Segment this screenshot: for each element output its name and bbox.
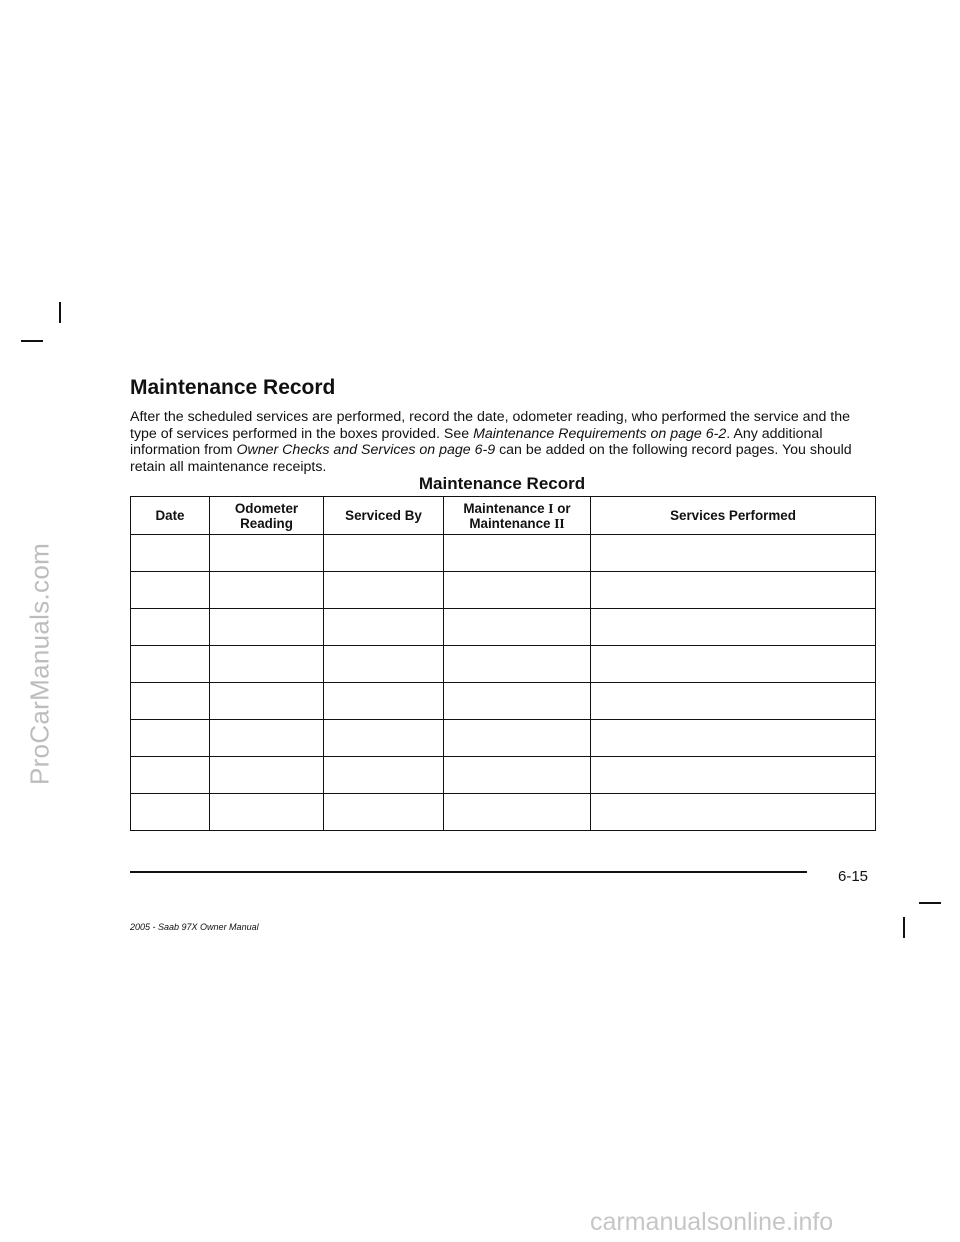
header-maint-roman-one: I [548,500,554,516]
table-row [131,683,876,720]
table-row [131,757,876,794]
maintenance-type-cell[interactable] [444,572,591,609]
date-cell[interactable] [131,646,210,683]
odometer-cell[interactable] [210,794,324,831]
table-row [131,720,876,757]
crop-mark-top-left-horizontal [21,340,43,342]
date-cell[interactable] [131,572,210,609]
bottom-watermark: carmanualsonline.info [590,1208,834,1236]
maintenance-record-table [130,496,876,831]
odometer-cell[interactable] [210,646,324,683]
page-number: 6-15 [838,868,869,885]
services-performed-cell[interactable] [591,572,876,609]
odometer-cell[interactable] [210,720,324,757]
footer-rule [130,871,807,873]
date-cell[interactable] [131,683,210,720]
date-cell[interactable] [131,757,210,794]
header-services-performed: Services Performed [591,497,876,535]
services-performed-cell[interactable] [591,757,876,794]
maintenance-type-cell[interactable] [444,683,591,720]
odometer-cell[interactable] [210,757,324,794]
header-maintenance-type [444,497,591,535]
services-performed-cell[interactable] [591,609,876,646]
intro-text-1: After the scheduled services are performed, record the date, odometer reading, who performed the service and the type of services performed in the boxes provided. See [130,409,851,442]
serviced-by-cell[interactable] [324,535,444,572]
table-row [131,535,876,572]
header-odometer-reading [210,497,324,535]
odometer-cell[interactable] [210,535,324,572]
maintenance-type-cell[interactable] [444,757,591,794]
maintenance-type-cell[interactable] [444,609,591,646]
header-maint-roman-two: II [554,515,565,531]
section-title: Maintenance Record [130,376,336,399]
table-row [131,646,876,683]
crop-mark-bottom-right-vertical [903,917,905,938]
owner-checks-link[interactable]: Owner Checks and Services on page 6-9 [236,442,496,459]
odometer-cell[interactable] [210,683,324,720]
maintenance-requirements-link[interactable]: Maintenance Requirements on page 6-2 [473,425,727,442]
date-cell[interactable] [131,720,210,757]
serviced-by-cell[interactable] [324,720,444,757]
date-cell[interactable] [131,609,210,646]
date-cell[interactable] [131,794,210,831]
header-date: Date [131,497,210,535]
crop-mark-top-left-vertical [59,302,61,323]
serviced-by-cell[interactable] [324,794,444,831]
manual-name: 2005 - Saab 97X Owner Manual [130,922,259,932]
odometer-cell[interactable] [210,572,324,609]
intro-text-2: . Any additional information from [130,425,823,459]
header-maint-line1-suffix: or [553,500,571,516]
serviced-by-cell[interactable] [324,572,444,609]
header-odometer-line1: Odometer [234,500,299,516]
serviced-by-cell[interactable] [324,609,444,646]
table-row [131,609,876,646]
table-row [131,794,876,831]
services-performed-cell[interactable] [591,720,876,757]
odometer-cell[interactable] [210,609,324,646]
crop-mark-bottom-right-horizontal [919,902,941,904]
table-caption: Maintenance Record [418,474,586,493]
header-maint-line1-text: Maintenance [463,500,549,516]
services-performed-cell[interactable] [591,794,876,831]
serviced-by-cell[interactable] [324,646,444,683]
header-maint-line2-text: Maintenance [469,515,555,531]
intro-text-3: can be added on the following record pages. You should retain all maintenance receipts. [130,442,852,475]
services-performed-cell[interactable] [591,535,876,572]
maintenance-type-cell[interactable] [444,535,591,572]
header-odometer-line2: Reading [240,515,293,531]
services-performed-cell[interactable] [591,646,876,683]
maintenance-type-cell[interactable] [444,794,591,831]
intro-paragraph [130,409,876,475]
table-row [131,572,876,609]
serviced-by-cell[interactable] [324,683,444,720]
date-cell[interactable] [131,535,210,572]
maintenance-type-cell[interactable] [444,720,591,757]
services-performed-cell[interactable] [591,683,876,720]
header-serviced-by: Serviced By [324,497,444,535]
side-watermark: ProCarManuals.com [24,542,55,786]
header-row [131,497,876,535]
maintenance-type-cell[interactable] [444,646,591,683]
serviced-by-cell[interactable] [324,757,444,794]
